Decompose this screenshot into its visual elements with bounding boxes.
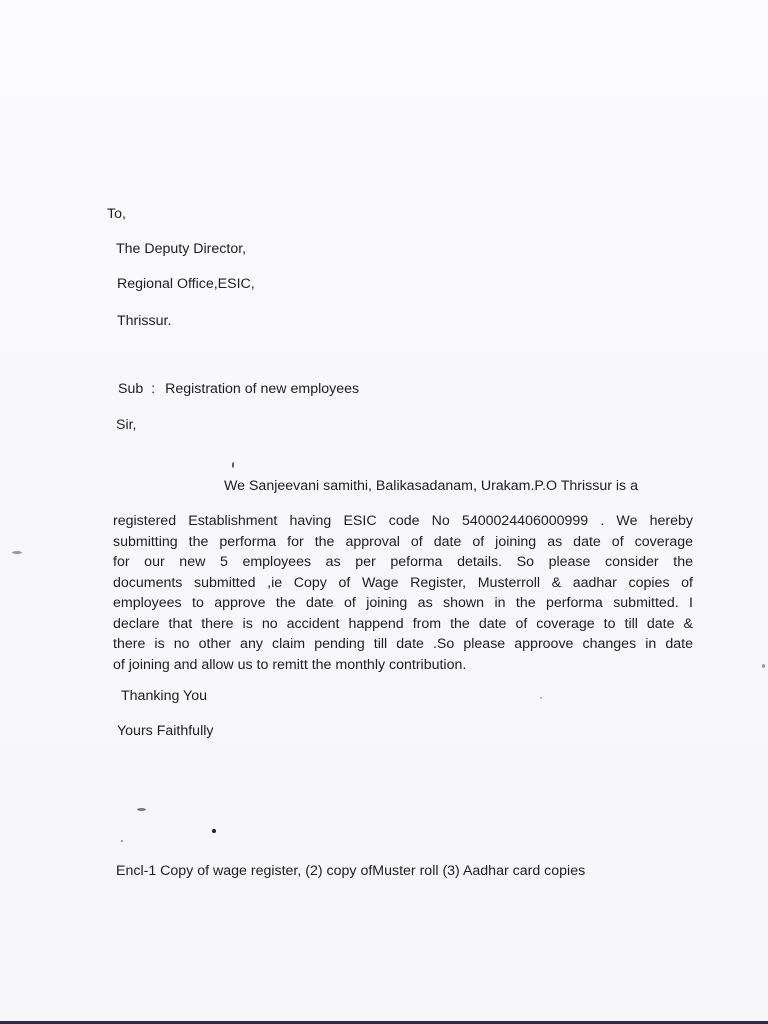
body-line: submitting the performa for the approval of date of joining as date of coverage <box>113 533 693 550</box>
body-line: of joining and allow us to remitt the monthly contribution. <box>113 656 467 673</box>
body-lead-line: We Sanjeevani samithi, Balikasadanam, Urakam.P.O Thrissur is a <box>224 478 638 494</box>
scan-speck <box>212 829 216 833</box>
body-line: there is no other any claim pending till date .So please approove changes in date <box>113 636 693 652</box>
scan-speck <box>121 840 123 842</box>
subject-separator: : <box>151 381 156 397</box>
closing-line: Yours Faithfully <box>117 723 214 739</box>
scan-speck <box>232 462 234 468</box>
subject-label: Sub <box>118 381 144 397</box>
body-line: declare that there is no accident happend from the date of coverage to till date & <box>113 615 693 632</box>
recipient-office: Regional Office,ESIC, <box>117 276 255 292</box>
body-paragraph <box>113 511 693 675</box>
body-line: documents submitted ,ie Copy of Wage Register, Musterroll & aadhar copies of <box>113 574 693 591</box>
body-line: for our new 5 employees as per peforma details. So please consider the <box>113 554 693 570</box>
body-line: employees to approve the date of joining as shown in the performa submitted. I <box>113 595 693 611</box>
recipient-to-label: To, <box>107 206 126 222</box>
scan-speck <box>12 551 22 554</box>
salutation: Sir, <box>116 417 137 433</box>
body-line: registered Establishment having ESIC code No 5400024406000999 . We hereby <box>113 513 693 529</box>
thanks-line: Thanking You <box>121 688 207 704</box>
subject-text: Registration of new employees <box>165 381 360 397</box>
recipient-city: Thrissur. <box>117 313 172 329</box>
scan-speck <box>540 697 542 699</box>
subject-line <box>118 380 359 398</box>
scan-speck <box>762 664 765 668</box>
scan-speck <box>137 808 146 811</box>
enclosures-line: Encl-1 Copy of wage register, (2) copy ofMuster roll (3) Aadhar card copies <box>116 863 586 879</box>
recipient-title: The Deputy Director, <box>116 241 247 257</box>
